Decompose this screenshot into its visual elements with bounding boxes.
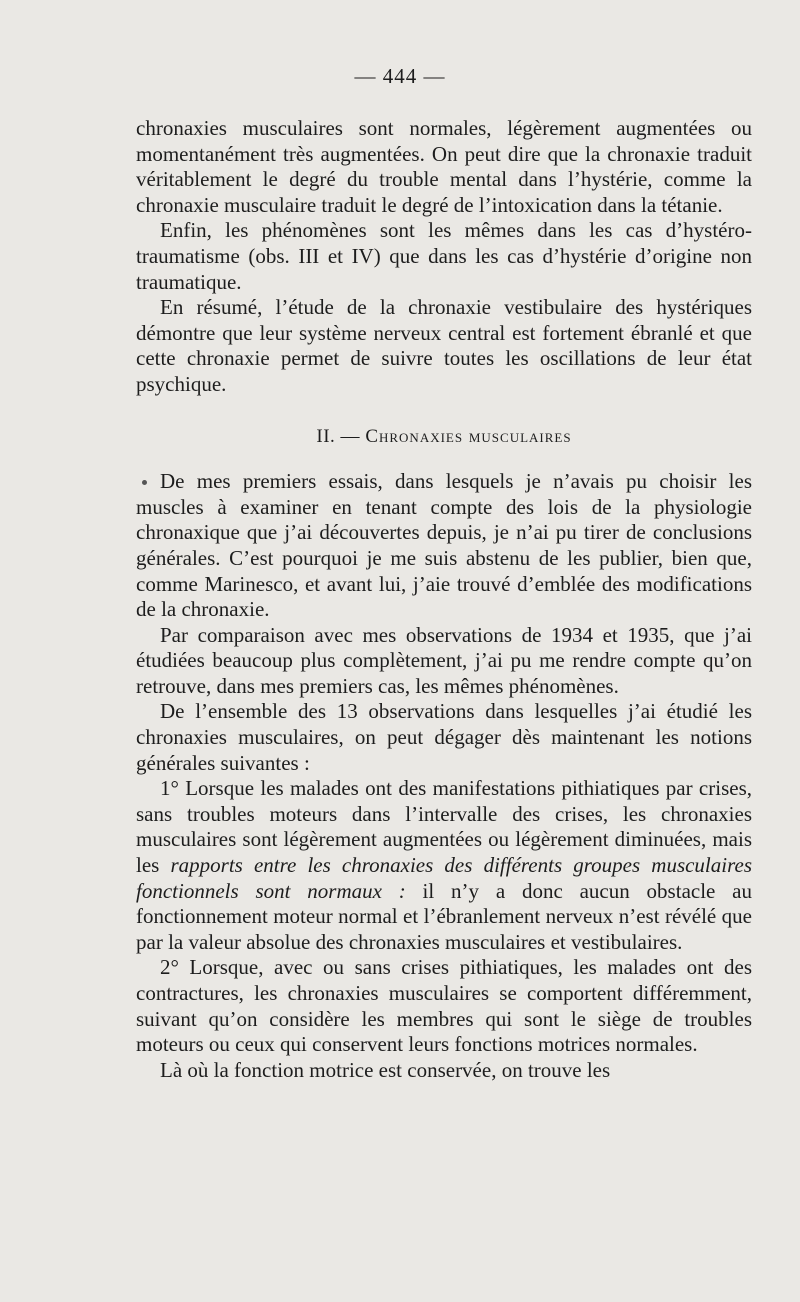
paragraph-chronaxie-mentale: chronaxies musculaires sont normales, légèrement augmentées ou momentanément très augmentées. On peut dire que la chronaxie traduit véritablement le degré du trouble mental dans l’hystérie, comme la chronaxie musculaire traduit le degré de l’intoxication dans la tétanie. — [136, 116, 752, 217]
section-title: Chronaxies musculaires — [365, 425, 572, 447]
point-1-italic: rapports entre les chronaxies des différents groupes musculaires fonctionnels sont normaux : — [136, 853, 752, 903]
paragraph-hystero-traumatisme: Enfin, les phénomènes sont les mêmes dans les cas d’hystéro-traumatisme (obs. III et IV) que dans les cas d’hystérie d’origine non traumatique. — [136, 218, 752, 294]
paragraph-comparaison: Par comparaison avec mes observations de 1934 et 1935, que j’ai étudiées beaucoup plus complètement, j’ai pu me rendre compte qu’on retrouve, dans mes premiers cas, les mêmes phénomènes. — [136, 622, 752, 698]
paragraph-resume: En résumé, l’étude de la chronaxie vestibulaire des hystériques démontre que leur système nerveux central est fortement ébranlé et que cette chronaxie permet de suivre toutes les oscillations de leur état psychique. — [136, 295, 752, 396]
body-text — [136, 116, 752, 1083]
point-1-after: il n’y a donc aucun obstacle au fonctionnement moteur normal et l’ébranlement nerveux n’est révélé que par la valeur absolue des chronaxies musculaires et vestibulaires. — [136, 878, 752, 954]
section-heading — [136, 424, 752, 450]
paragraph-last-line: Là où la fonction motrice est conservée, on trouve les — [160, 1057, 611, 1082]
section-number: II. — — [316, 425, 361, 447]
point-1-before: 1° Lorsque les malades ont des manifestations pithiatiques par crises, sans troubles moteurs dans l’intervalle des crises, les chronaxies musculaires sont légèrement augmentées ou légèrement diminuées, mais les — [136, 776, 752, 878]
paragraph-point-2: 2° Lorsque, avec ou sans crises pithiatiques, les malades ont des contractures, les chronaxies musculaires se comportent différemment, suivant qu’on considère les membres qui sont le siège de troubles moteurs ou ceux qui conservent leurs fonctions motrices normales. — [136, 955, 752, 1057]
paragraph-point-1 — [136, 776, 752, 955]
paragraph-premiers-essais: De mes premiers essais, dans lesquels je n’avais pu choisir les muscles à examiner en tenant compte des lois de la physiologie chronaxique que j’ai découvertes depuis, je n’ai pu tirer de conclusions générales. C’est pourquoi je me suis abstenu de les publier, bien que, comme Marinesco, et avant lui, j’aie trouvé d’emblée des modifications de la chronaxie. — [136, 469, 752, 622]
paragraph-ensemble: De l’ensemble des 13 observations dans lesquelles j’ai étudié les chronaxies musculaires, on peut dégager dès maintenant les notions générales suivantes : — [136, 699, 752, 775]
page-number: — 444 — — [354, 64, 446, 88]
